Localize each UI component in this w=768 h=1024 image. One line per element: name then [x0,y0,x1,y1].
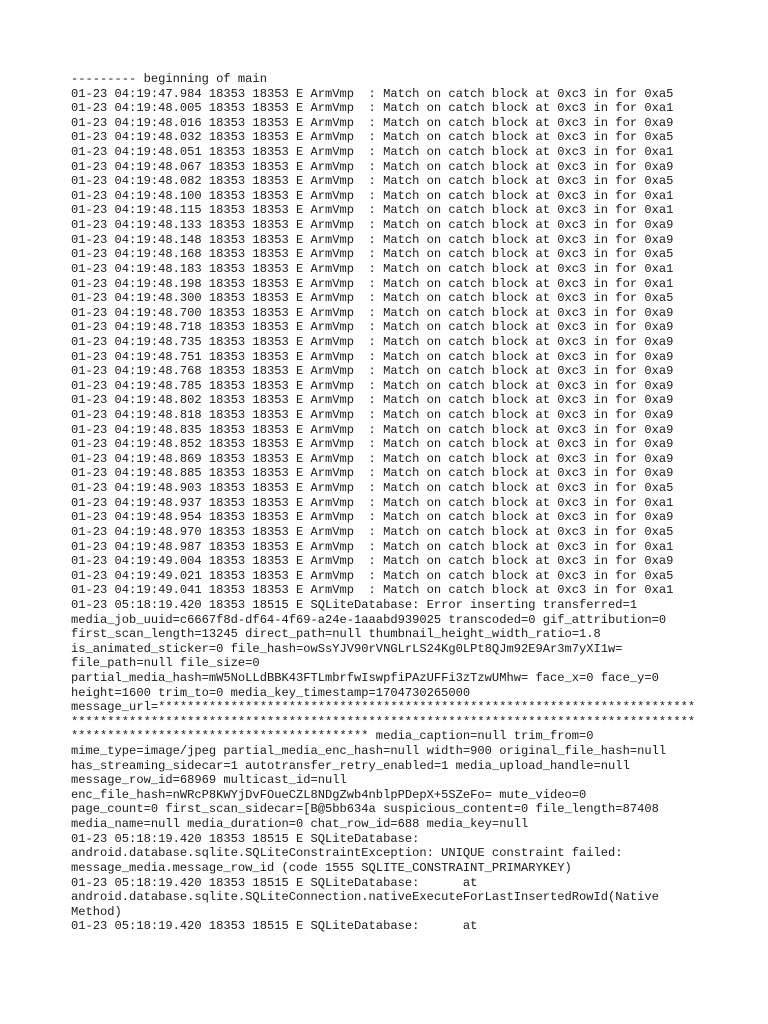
log-line: 01-23 04:19:48.005 18353 18353 E ArmVmp : Match on catch block at 0xc3 in for 0xa1 [71,101,674,116]
log-line: 01-23 04:19:48.115 18353 18353 E ArmVmp : Match on catch block at 0xc3 in for 0xa1 [71,203,674,218]
log-line: 01-23 04:19:48.768 18353 18353 E ArmVmp : Match on catch block at 0xc3 in for 0xa9 [71,364,674,379]
log-line: android.database.sqlite.SQLiteConstraintException: UNIQUE constraint failed: [71,846,623,861]
log-line: 01-23 04:19:48.903 18353 18353 E ArmVmp : Match on catch block at 0xc3 in for 0xa5 [71,481,674,496]
log-line: file_path=null file_size=0 [71,656,260,671]
log-line: 01-23 04:19:48.954 18353 18353 E ArmVmp : Match on catch block at 0xc3 in for 0xa9 [71,510,674,525]
log-line: ************************************************************************************** [71,714,696,729]
log-line: 01-23 04:19:48.300 18353 18353 E ArmVmp : Match on catch block at 0xc3 in for 0xa5 [71,291,674,306]
log-line: 01-23 04:19:48.869 18353 18353 E ArmVmp : Match on catch block at 0xc3 in for 0xa9 [71,451,674,466]
log-line: 01-23 04:19:48.735 18353 18353 E ArmVmp : Match on catch block at 0xc3 in for 0xa9 [71,334,674,349]
log-line: message_row_id=68969 multicast_id=null [71,773,347,788]
log-line: ***************************************** media_caption=null trim_from=0 [71,729,594,744]
log-line: 01-23 04:19:48.168 18353 18353 E ArmVmp : Match on catch block at 0xc3 in for 0xa5 [71,247,674,262]
log-line: 01-23 04:19:48.718 18353 18353 E ArmVmp : Match on catch block at 0xc3 in for 0xa9 [71,320,674,335]
log-line: message_url=************************************************************************** [71,700,696,715]
log-line: media_name=null media_duration=0 chat_row_id=688 media_key=null [71,817,529,832]
log-line: 01-23 04:19:48.885 18353 18353 E ArmVmp : Match on catch block at 0xc3 in for 0xa9 [71,466,674,481]
log-text [71,72,711,934]
log-line: 01-23 04:19:48.970 18353 18353 E ArmVmp : Match on catch block at 0xc3 in for 0xa5 [71,524,674,539]
log-line: 01-23 04:19:48.082 18353 18353 E ArmVmp : Match on catch block at 0xc3 in for 0xa5 [71,174,674,189]
log-line: enc_file_hash=nWRcP8KWYjDvFOueCZL8NDgZwb4nblpPDepX+5SZeFo= mute_video=0 [71,787,587,802]
log-line: is_animated_sticker=0 file_hash=owSsYJV90rVNGLrLS24Kg0LPt8QJm92E9Ar3m7yXI1w= [71,641,623,656]
log-line: first_scan_length=13245 direct_path=null thumbnail_height_width_ratio=1.8 [71,627,601,642]
log-line: 01-23 04:19:48.987 18353 18353 E ArmVmp : Match on catch block at 0xc3 in for 0xa1 [71,539,674,554]
log-line: 01-23 05:18:19.420 18353 18515 E SQLiteDatabase: at [71,875,478,890]
log-line: 01-23 05:18:19.420 18353 18515 E SQLiteDatabase: Error inserting transferred=1 [71,597,638,612]
log-line: 01-23 04:19:48.198 18353 18353 E ArmVmp : Match on catch block at 0xc3 in for 0xa1 [71,276,674,291]
log-line: 01-23 04:19:48.100 18353 18353 E ArmVmp : Match on catch block at 0xc3 in for 0xa1 [71,188,674,203]
log-line: 01-23 05:18:19.420 18353 18515 E SQLiteDatabase: at [71,919,478,934]
log-line: 01-23 04:19:48.051 18353 18353 E ArmVmp : Match on catch block at 0xc3 in for 0xa1 [71,145,674,160]
log-line: 01-23 04:19:49.041 18353 18353 E ArmVmp : Match on catch block at 0xc3 in for 0xa1 [71,583,674,598]
log-line: 01-23 04:19:48.032 18353 18353 E ArmVmp : Match on catch block at 0xc3 in for 0xa5 [71,130,674,145]
log-line: 01-23 05:18:19.420 18353 18515 E SQLiteDatabase: [71,831,420,846]
log-line: 01-23 04:19:48.148 18353 18353 E ArmVmp : Match on catch block at 0xc3 in for 0xa9 [71,232,674,247]
log-line: media_job_uuid=c6667f8d-df64-4f69-a24e-1aaabd939025 transcoded=0 gif_attribution=0 [71,612,667,627]
log-line: partial_media_hash=mW5NoLLdBBK43FTLmbrfwIswpfiPAzUFFi3zTzwUMhw= face_x=0 face_y=0 [71,670,659,685]
log-line: 01-23 04:19:48.133 18353 18353 E ArmVmp : Match on catch block at 0xc3 in for 0xa9 [71,218,674,233]
log-line: Method) [71,904,122,919]
log-line: 01-23 04:19:48.835 18353 18353 E ArmVmp : Match on catch block at 0xc3 in for 0xa9 [71,422,674,437]
log-line: android.database.sqlite.SQLiteConnection.nativeExecuteForLastInsertedRowId(Native [71,890,659,905]
log-line: 01-23 04:19:49.004 18353 18353 E ArmVmp : Match on catch block at 0xc3 in for 0xa9 [71,554,674,569]
log-line: 01-23 04:19:48.852 18353 18353 E ArmVmp : Match on catch block at 0xc3 in for 0xa9 [71,437,674,452]
log-line: message_media.message_row_id (code 1555 SQLITE_CONSTRAINT_PRIMARYKEY) [71,860,572,875]
log-line: 01-23 04:19:48.016 18353 18353 E ArmVmp : Match on catch block at 0xc3 in for 0xa9 [71,115,674,130]
log-line: height=1600 trim_to=0 media_key_timestamp=1704730265000 [71,685,471,700]
log-line: 01-23 04:19:48.818 18353 18353 E ArmVmp : Match on catch block at 0xc3 in for 0xa9 [71,408,674,423]
log-line: 01-23 04:19:48.937 18353 18353 E ArmVmp : Match on catch block at 0xc3 in for 0xa1 [71,495,674,510]
log-line: 01-23 04:19:48.183 18353 18353 E ArmVmp : Match on catch block at 0xc3 in for 0xa1 [71,261,674,276]
log-line: 01-23 04:19:48.802 18353 18353 E ArmVmp : Match on catch block at 0xc3 in for 0xa9 [71,393,674,408]
log-line: 01-23 04:19:48.700 18353 18353 E ArmVmp : Match on catch block at 0xc3 in for 0xa9 [71,305,674,320]
log-line: 01-23 04:19:48.751 18353 18353 E ArmVmp : Match on catch block at 0xc3 in for 0xa9 [71,349,674,364]
log-line: has_streaming_sidecar=1 autotransfer_retry_enabled=1 media_upload_handle=null [71,758,630,773]
log-line: --------- beginning of main [71,72,267,86]
log-line: mime_type=image/jpeg partial_media_enc_hash=null width=900 original_file_hash=null [71,744,667,759]
log-line: 01-23 04:19:48.067 18353 18353 E ArmVmp : Match on catch block at 0xc3 in for 0xa9 [71,159,674,174]
log-line: 01-23 04:19:48.785 18353 18353 E ArmVmp : Match on catch block at 0xc3 in for 0xa9 [71,378,674,393]
log-line: page_count=0 first_scan_sidecar=[B@5bb634a suspicious_content=0 file_length=87408 [71,802,659,817]
log-line: 01-23 04:19:47.984 18353 18353 E ArmVmp : Match on catch block at 0xc3 in for 0xa5 [71,86,674,101]
log-line: 01-23 04:19:49.021 18353 18353 E ArmVmp : Match on catch block at 0xc3 in for 0xa5 [71,568,674,583]
